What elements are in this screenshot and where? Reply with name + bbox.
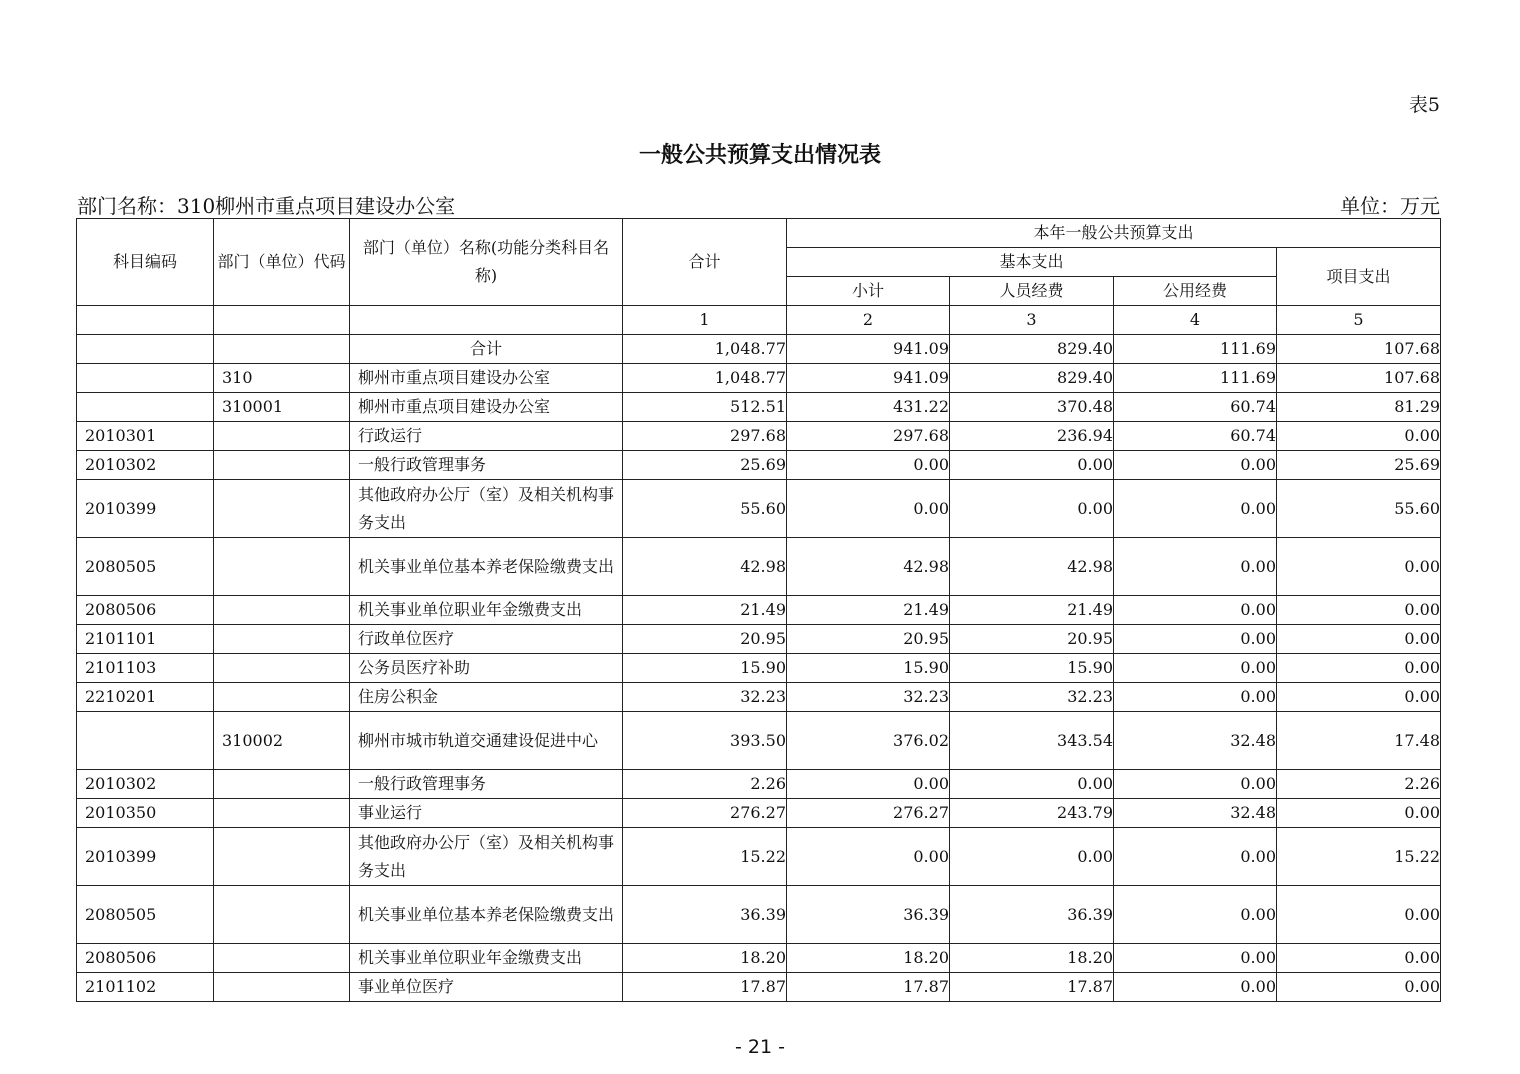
total-cell: 1,048.77: [623, 364, 787, 393]
public-use-cell: 60.74: [1114, 422, 1277, 451]
subtotal-cell: 0.00: [787, 480, 950, 538]
subject-code-cell: 2010399: [77, 828, 214, 886]
project-cell: 17.48: [1277, 712, 1441, 770]
subject-code-cell: 2010302: [77, 770, 214, 799]
public-use-cell: 0.00: [1114, 625, 1277, 654]
public-use-cell: 60.74: [1114, 393, 1277, 422]
subject-code-cell: 2101101: [77, 625, 214, 654]
public-use-cell: 0.00: [1114, 683, 1277, 712]
dept-code-cell: [214, 944, 350, 973]
total-cell: 276.27: [623, 799, 787, 828]
public-use-cell: 0.00: [1114, 538, 1277, 596]
subtotal-cell: 42.98: [787, 538, 950, 596]
subject-code-cell: 2210201: [77, 683, 214, 712]
subtotal-cell: 941.09: [787, 364, 950, 393]
header-dept-code: 部门（单位）代码: [214, 219, 350, 306]
department-name: 部门名称：310柳州市重点项目建设办公室: [77, 194, 456, 218]
dept-code-cell: [214, 538, 350, 596]
total-cell: 15.22: [623, 828, 787, 886]
dept-name-cell: 一般行政管理事务: [350, 451, 623, 480]
header-project: 项目支出: [1277, 248, 1441, 306]
project-cell: 0.00: [1277, 799, 1441, 828]
personnel-cell: 0.00: [950, 451, 1114, 480]
public-use-cell: 0.00: [1114, 654, 1277, 683]
table-row: [77, 712, 1441, 770]
personnel-cell: 32.23: [950, 683, 1114, 712]
personnel-cell: 829.40: [950, 364, 1114, 393]
dept-name-cell: 机关事业单位职业年金缴费支出: [350, 596, 623, 625]
personnel-cell: 236.94: [950, 422, 1114, 451]
subtotal-cell: 32.23: [787, 683, 950, 712]
dept-code-cell: [214, 886, 350, 944]
personnel-cell: 343.54: [950, 712, 1114, 770]
page-title: 一般公共预算支出情况表: [638, 143, 881, 168]
personnel-cell: 243.79: [950, 799, 1114, 828]
dept-code-cell: [214, 799, 350, 828]
subtotal-cell: 0.00: [787, 770, 950, 799]
personnel-cell: 829.40: [950, 335, 1114, 364]
project-cell: 107.68: [1277, 364, 1441, 393]
dept-code-cell: [214, 828, 350, 886]
header-personnel: 人员经费: [950, 277, 1114, 306]
total-cell: 36.39: [623, 886, 787, 944]
project-cell: 15.22: [1277, 828, 1441, 886]
subtotal-cell: 20.95: [787, 625, 950, 654]
public-use-cell: 0.00: [1114, 480, 1277, 538]
dept-code-cell: 310: [214, 364, 350, 393]
dept-name-cell: 柳州市重点项目建设办公室: [350, 393, 623, 422]
header-blank: [214, 306, 350, 335]
subject-code-cell: [77, 364, 214, 393]
page-number: - 21 -: [735, 1036, 785, 1058]
project-cell: 55.60: [1277, 480, 1441, 538]
header-blank: [350, 306, 623, 335]
project-cell: 0.00: [1277, 654, 1441, 683]
dept-code-cell: [214, 625, 350, 654]
total-cell: 297.68: [623, 422, 787, 451]
personnel-cell: 36.39: [950, 886, 1114, 944]
project-cell: 2.26: [1277, 770, 1441, 799]
dept-name-cell: 机关事业单位基本养老保险缴费支出: [350, 538, 623, 596]
dept-name-cell: 柳州市重点项目建设办公室: [350, 364, 623, 393]
subject-code-cell: 2010302: [77, 451, 214, 480]
dept-name-cell: 机关事业单位基本养老保险缴费支出: [350, 886, 623, 944]
public-use-cell: 0.00: [1114, 596, 1277, 625]
table-row: [77, 886, 1441, 944]
personnel-cell: 15.90: [950, 654, 1114, 683]
total-cell: 512.51: [623, 393, 787, 422]
table-row: [77, 596, 1441, 625]
subject-code-cell: 2101103: [77, 654, 214, 683]
dept-name-cell: 其他政府办公厅（室）及相关机构事务支出: [350, 480, 623, 538]
dept-name-cell: 其他政府办公厅（室）及相关机构事务支出: [350, 828, 623, 886]
total-cell: 1,048.77: [623, 335, 787, 364]
subject-code-cell: 2080505: [77, 538, 214, 596]
table-row: [77, 625, 1441, 654]
project-cell: 0.00: [1277, 625, 1441, 654]
personnel-cell: 17.87: [950, 973, 1114, 1002]
header-basic: 基本支出: [787, 248, 1277, 277]
dept-name-cell: 行政运行: [350, 422, 623, 451]
dept-code-cell: [214, 596, 350, 625]
header-index: 1: [623, 306, 787, 335]
total-cell: 42.98: [623, 538, 787, 596]
subject-code-cell: 2080505: [77, 886, 214, 944]
personnel-cell: 20.95: [950, 625, 1114, 654]
dept-name-cell: 住房公积金: [350, 683, 623, 712]
total-cell: 393.50: [623, 712, 787, 770]
total-cell: 2.26: [623, 770, 787, 799]
dept-code-cell: [214, 422, 350, 451]
table-row: [77, 451, 1441, 480]
personnel-cell: 18.20: [950, 944, 1114, 973]
dept-name-cell: 一般行政管理事务: [350, 770, 623, 799]
table-number: 表5: [1408, 94, 1440, 116]
dept-code-cell: [214, 335, 350, 364]
header-public-use: 公用经费: [1114, 277, 1277, 306]
header-index: 3: [950, 306, 1114, 335]
public-use-cell: 111.69: [1114, 364, 1277, 393]
dept-code-cell: [214, 683, 350, 712]
public-use-cell: 0.00: [1114, 770, 1277, 799]
dept-code-cell: 310002: [214, 712, 350, 770]
subtotal-cell: 0.00: [787, 828, 950, 886]
table-row: [77, 828, 1441, 886]
dept-name-cell: 事业单位医疗: [350, 973, 623, 1002]
dept-code-cell: [214, 451, 350, 480]
subtotal-cell: 21.49: [787, 596, 950, 625]
personnel-cell: 0.00: [950, 770, 1114, 799]
table-row: [77, 770, 1441, 799]
header-subtotal: 小计: [787, 277, 950, 306]
header-blank: [77, 306, 214, 335]
public-use-cell: 111.69: [1114, 335, 1277, 364]
subtotal-cell: 17.87: [787, 973, 950, 1002]
total-cell: 21.49: [623, 596, 787, 625]
personnel-cell: 42.98: [950, 538, 1114, 596]
subtotal-cell: 0.00: [787, 451, 950, 480]
dept-name-cell: 合计: [350, 335, 623, 364]
project-cell: 0.00: [1277, 683, 1441, 712]
total-cell: 20.95: [623, 625, 787, 654]
subtotal-cell: 36.39: [787, 886, 950, 944]
project-cell: 81.29: [1277, 393, 1441, 422]
dept-name-cell: 公务员医疗补助: [350, 654, 623, 683]
header-dept-name: 部门（单位）名称(功能分类科目名称): [350, 219, 623, 306]
table-row: [77, 799, 1441, 828]
public-use-cell: 32.48: [1114, 799, 1277, 828]
total-cell: 32.23: [623, 683, 787, 712]
subject-code-cell: 2080506: [77, 944, 214, 973]
subject-code-cell: 2010350: [77, 799, 214, 828]
table-row: [77, 654, 1441, 683]
table-row: [77, 480, 1441, 538]
header-index: 2: [787, 306, 950, 335]
header-current-year: 本年一般公共预算支出: [787, 219, 1441, 248]
project-cell: 0.00: [1277, 944, 1441, 973]
dept-code-cell: [214, 770, 350, 799]
total-cell: 55.60: [623, 480, 787, 538]
personnel-cell: 370.48: [950, 393, 1114, 422]
table-row: [77, 538, 1441, 596]
table-row: [77, 683, 1441, 712]
subject-code-cell: [77, 335, 214, 364]
subject-code-cell: 2080506: [77, 596, 214, 625]
total-cell: 25.69: [623, 451, 787, 480]
subject-code-cell: [77, 393, 214, 422]
dept-code-cell: [214, 973, 350, 1002]
dept-code-cell: 310001: [214, 393, 350, 422]
dept-name-cell: 柳州市城市轨道交通建设促进中心: [350, 712, 623, 770]
subtotal-cell: 297.68: [787, 422, 950, 451]
dept-code-cell: [214, 480, 350, 538]
table-row: [77, 335, 1441, 364]
total-cell: 18.20: [623, 944, 787, 973]
table-row: [77, 422, 1441, 451]
unit-label: 单位：万元: [1340, 194, 1440, 218]
subject-code-cell: 2010301: [77, 422, 214, 451]
dept-code-cell: [214, 654, 350, 683]
budget-table: [76, 218, 1441, 1002]
public-use-cell: 0.00: [1114, 451, 1277, 480]
public-use-cell: 0.00: [1114, 973, 1277, 1002]
personnel-cell: 0.00: [950, 480, 1114, 538]
table-row: [77, 393, 1441, 422]
dept-name-cell: 事业运行: [350, 799, 623, 828]
public-use-cell: 0.00: [1114, 828, 1277, 886]
personnel-cell: 0.00: [950, 828, 1114, 886]
personnel-cell: 21.49: [950, 596, 1114, 625]
subtotal-cell: 376.02: [787, 712, 950, 770]
dept-name-cell: 行政单位医疗: [350, 625, 623, 654]
subtotal-cell: 941.09: [787, 335, 950, 364]
project-cell: 0.00: [1277, 973, 1441, 1002]
dept-name-cell: 机关事业单位职业年金缴费支出: [350, 944, 623, 973]
project-cell: 0.00: [1277, 886, 1441, 944]
header-subject-code: 科目编码: [77, 219, 214, 306]
total-cell: 17.87: [623, 973, 787, 1002]
project-cell: 25.69: [1277, 451, 1441, 480]
header-index: 5: [1277, 306, 1441, 335]
subtotal-cell: 431.22: [787, 393, 950, 422]
public-use-cell: 0.00: [1114, 944, 1277, 973]
project-cell: 0.00: [1277, 538, 1441, 596]
public-use-cell: 32.48: [1114, 712, 1277, 770]
subject-code-cell: 2101102: [77, 973, 214, 1002]
header-total: 合计: [623, 219, 787, 306]
table-row: [77, 944, 1441, 973]
project-cell: 0.00: [1277, 596, 1441, 625]
subtotal-cell: 15.90: [787, 654, 950, 683]
table-row: [77, 973, 1441, 1002]
total-cell: 15.90: [623, 654, 787, 683]
subject-code-cell: 2010399: [77, 480, 214, 538]
project-cell: 0.00: [1277, 422, 1441, 451]
subtotal-cell: 18.20: [787, 944, 950, 973]
header-index: 4: [1114, 306, 1277, 335]
subtotal-cell: 276.27: [787, 799, 950, 828]
public-use-cell: 0.00: [1114, 886, 1277, 944]
project-cell: 107.68: [1277, 335, 1441, 364]
subject-code-cell: [77, 712, 214, 770]
table-row: [77, 364, 1441, 393]
